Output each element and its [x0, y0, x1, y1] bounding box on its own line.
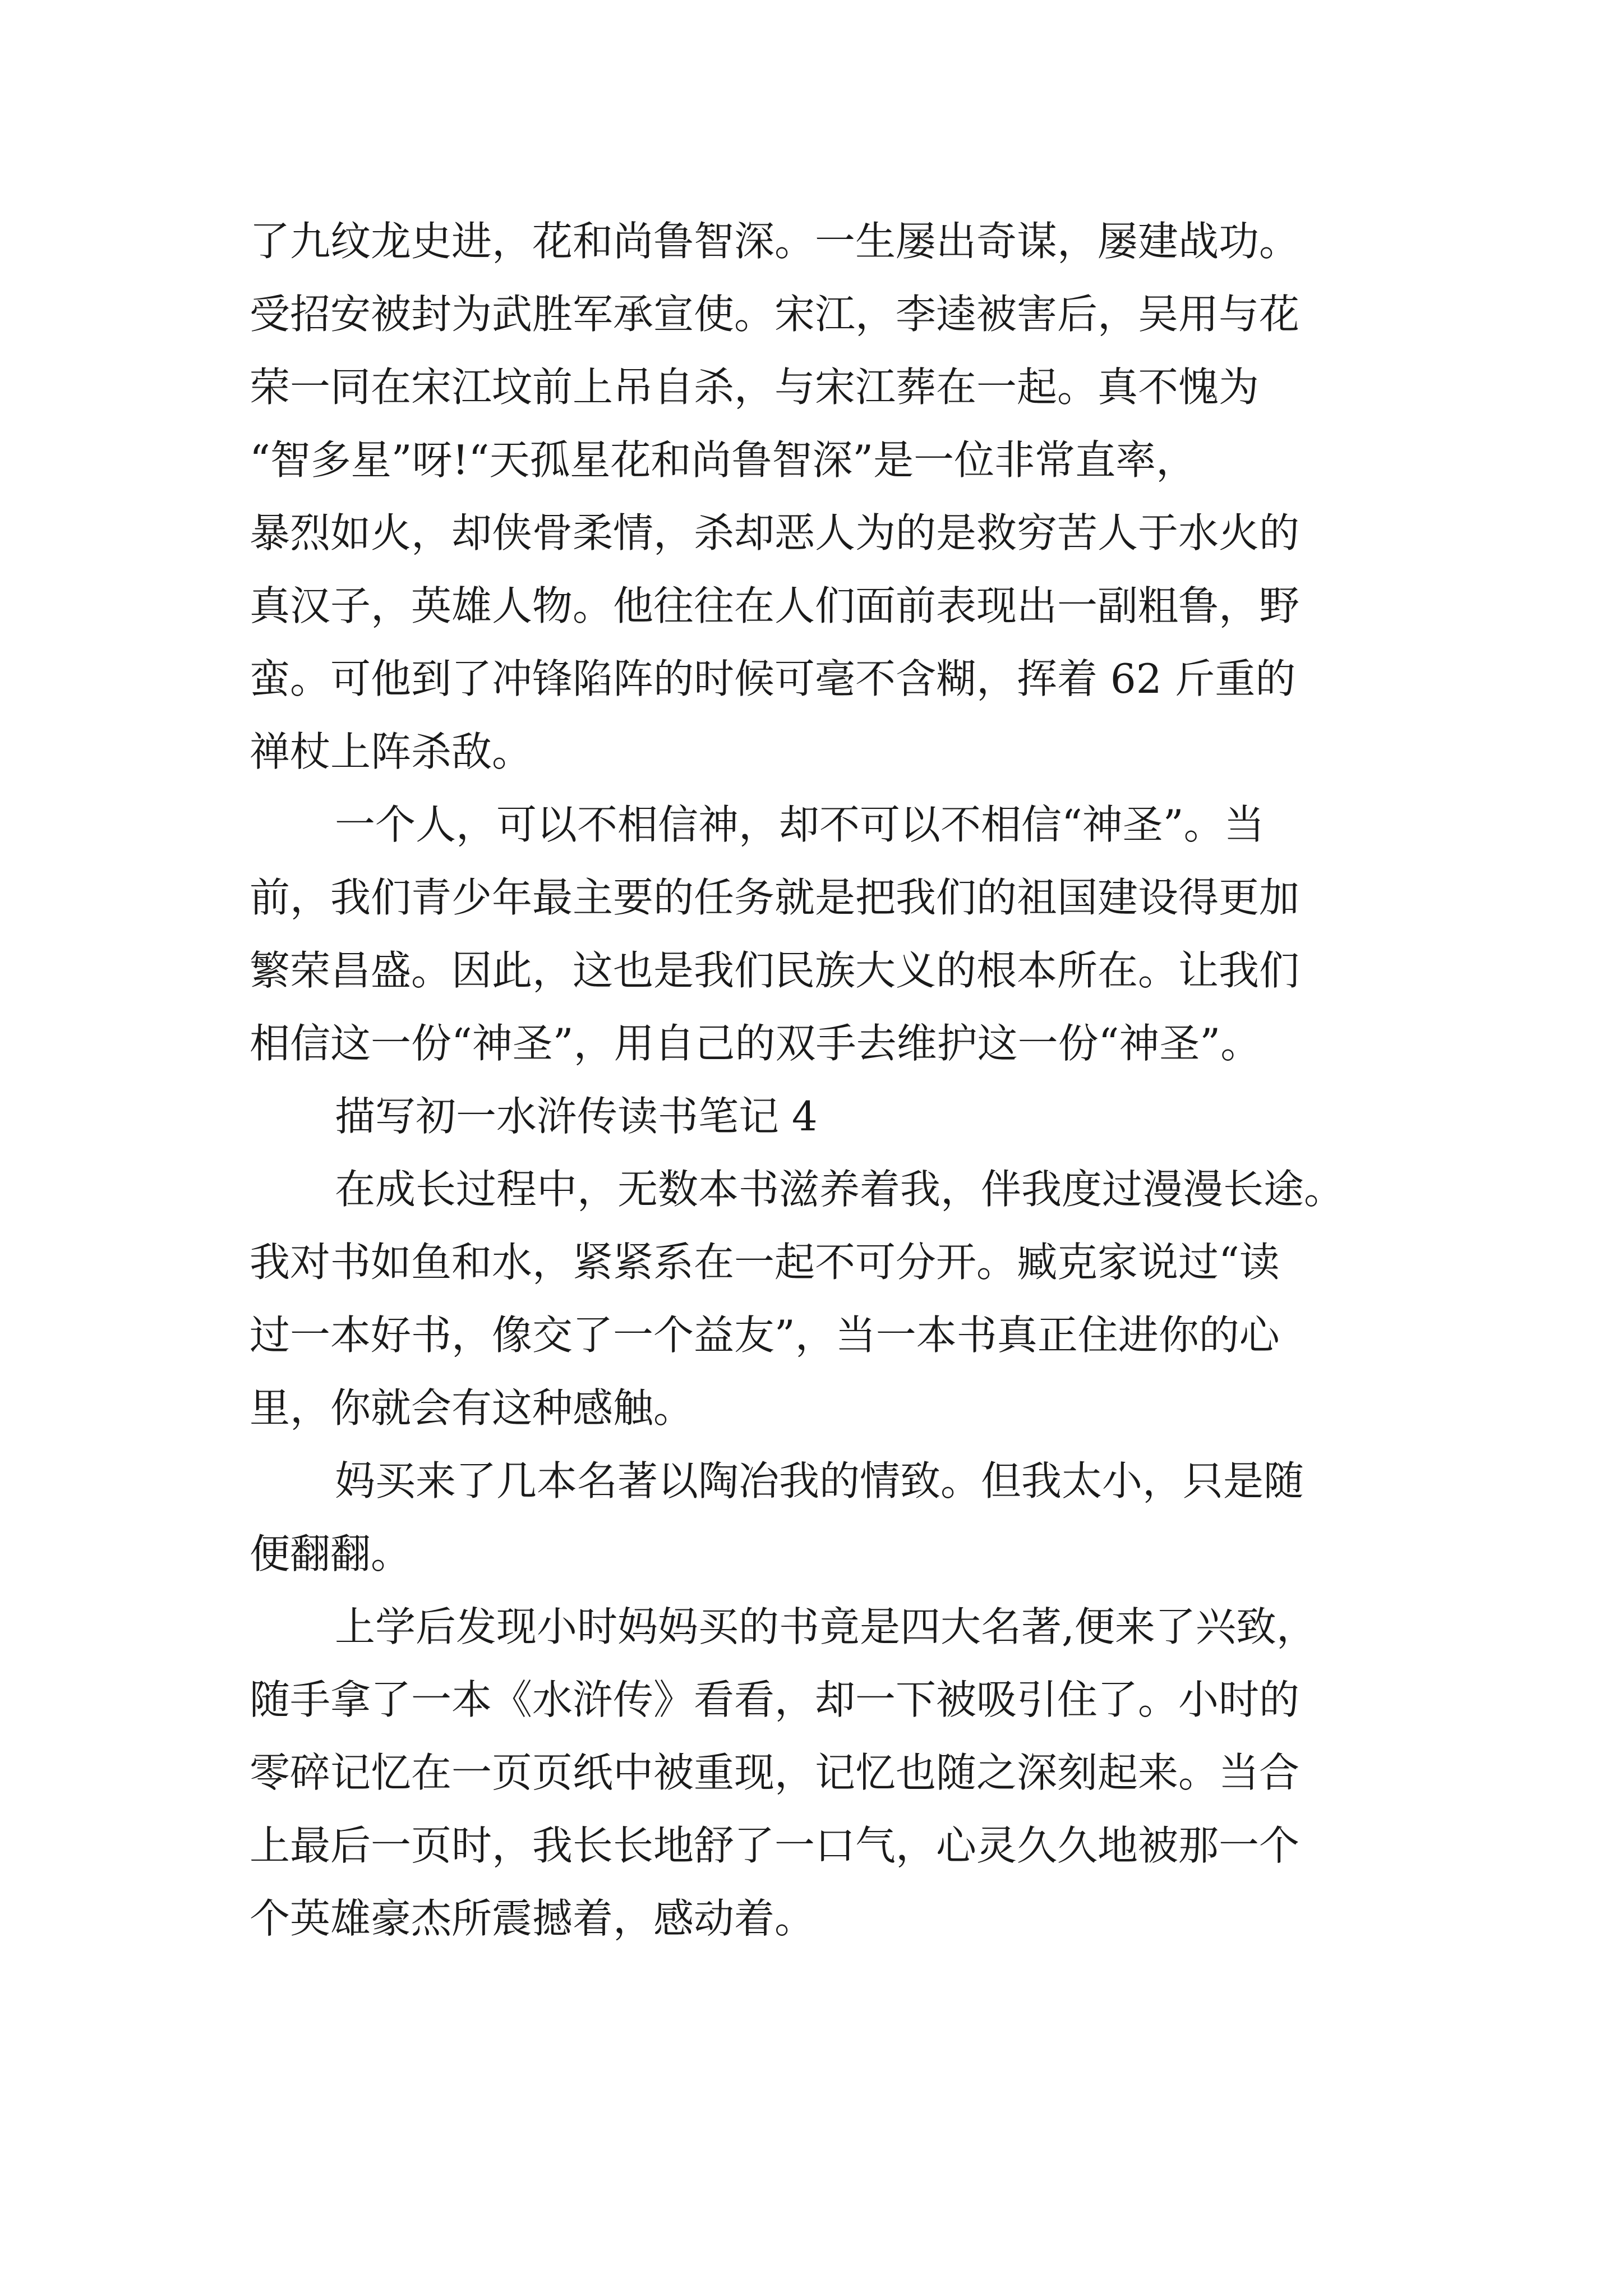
text-line: 受招安被封为武胜军承宣使。宋江，李逵被害后，吴用与花 [250, 291, 1300, 338]
text-line: 里，你就会有这种感触。 [250, 1384, 694, 1432]
text-line: 过一本好书，像交了一个益友”，当一本书真正住进你的心 [250, 1312, 1280, 1359]
text-line: 我对书如鱼和水，紧紧系在一起不可分开。臧克家说过“读 [250, 1239, 1280, 1286]
document-body [250, 205, 1394, 1955]
paragraph [250, 205, 1394, 788]
text-line: 禅杖上阵杀敌。 [250, 728, 533, 775]
paragraph [250, 1444, 1394, 1590]
paragraph [250, 1590, 1394, 1955]
text-line: “智多星”呀!“天孤星花和尚鲁智深”是一位非常直率， [250, 436, 1197, 484]
text-line: 了九纹龙史进，花和尚鲁智深。一生屡出奇谋，屡建战功。 [250, 218, 1300, 265]
paragraph [250, 1153, 1394, 1444]
text-line: 前，我们青少年最主要的任务就是把我们的祖国建设得更加 [250, 874, 1300, 921]
text-line: 繁荣昌盛。因此，这也是我们民族大义的根本所在。让我们 [250, 947, 1300, 994]
heading-text: 描写初一水浒传读书笔记 4 [335, 1093, 818, 1140]
text-line: 暴烈如火，却侠骨柔情，杀却恶人为的是救穷苦人于水火的 [250, 509, 1300, 556]
text-line: 在成长过程中，无数本书滋养着我，伴我度过漫漫长途。 [335, 1166, 1345, 1213]
text-line: 妈买来了几本名著以陶冶我的情致。但我太小，只是随 [335, 1457, 1304, 1504]
text-line: 便翻翻。 [250, 1530, 412, 1577]
paragraph [250, 788, 1394, 1080]
text-line: 上最后一页时，我长长地舒了一口气，心灵久久地被那一个 [250, 1822, 1300, 1869]
text-line: 蛮。可他到了冲锋陷阵的时候可毫不含糊，挥着 62 斤重的 [250, 655, 1296, 702]
text-line: 上学后发现小时妈妈买的书竟是四大名著,便来了兴致， [335, 1603, 1317, 1650]
text-line: 个英雄豪杰所震撼着，感动着。 [250, 1895, 815, 1942]
text-line: 一个人，可以不相信神，却不可以不相信“神圣”。当 [335, 801, 1265, 848]
section-heading [250, 1080, 1394, 1153]
text-line: 随手拿了一本《水浒传》看看，却一下被吸引住了。小时的 [250, 1676, 1300, 1723]
text-line: 真汉子，英雄人物。他往往在人们面前表现出一副粗鲁，野 [250, 582, 1300, 629]
text-line: 荣一同在宋江坟前上吊自杀，与宋江葬在一起。真不愧为 [250, 364, 1260, 411]
text-line: 零碎记忆在一页页纸中被重现，记忆也随之深刻起来。当合 [250, 1749, 1300, 1796]
text-line: 相信这一份“神圣”，用自己的双手去维护这一份“神圣”。 [250, 1020, 1261, 1067]
